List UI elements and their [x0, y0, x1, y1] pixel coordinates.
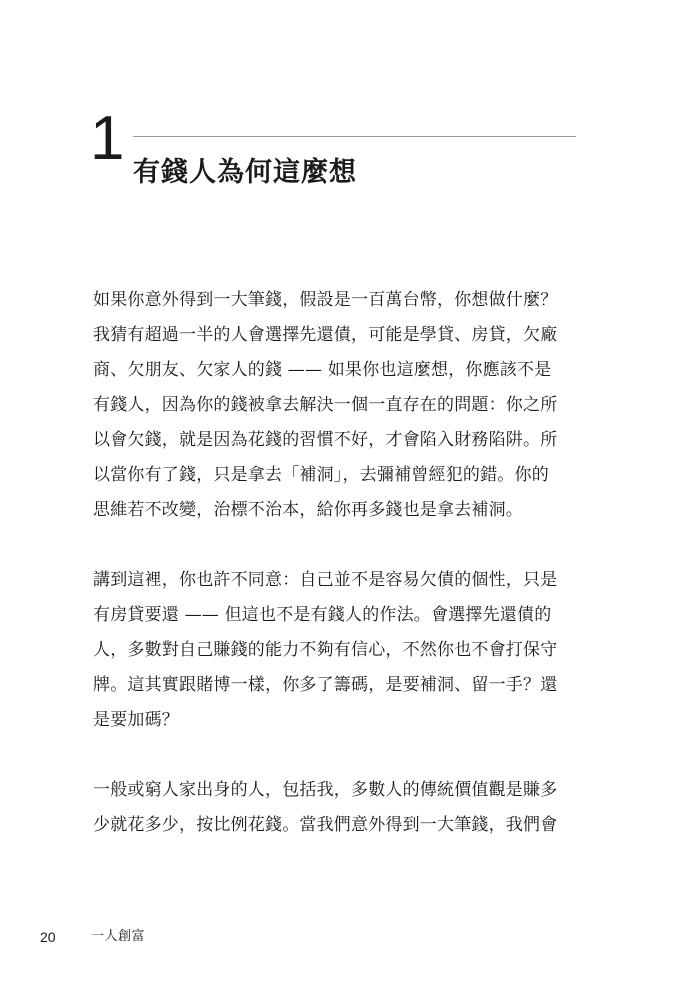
page-number: 20 — [40, 929, 56, 945]
text-line: 我猜有超過一半的人會選擇先還債，可能是學貸、房貸，欠廠 — [93, 325, 558, 345]
paragraph — [93, 283, 583, 528]
text-line: 人，多數對自己賺錢的能力不夠有信心，不然你也不會打保守 — [93, 640, 558, 660]
text-line: 如果你意外得到一大筆錢，假設是一百萬台幣，你想做什麼？ — [93, 290, 558, 310]
body-text — [93, 283, 583, 878]
text-line: 一般或窮人家出身的人，包括我，多數人的傳統價值觀是賺多 — [93, 780, 558, 800]
text-line: 少就花多少，按比例花錢。當我們意外得到一大筆錢，我們會 — [93, 815, 558, 835]
text-line: 有錢人，因為你的錢被拿去解決一個一直存在的問題：你之所 — [93, 395, 558, 415]
text-line: 有房貸要還 —— 但這也不是有錢人的作法。會選擇先還債的 — [93, 605, 552, 625]
paragraph — [93, 773, 583, 843]
chapter-title: 有錢人為何這麼想 — [133, 157, 357, 188]
text-line: 商、欠朋友、欠家人的錢 —— 如果你也這麼想，你應該不是 — [93, 360, 552, 380]
chapter-number: 1 — [90, 104, 125, 173]
text-line: 以當你有了錢，只是拿去「補洞」，去彌補曾經犯的錯。你的 — [93, 465, 549, 485]
text-line: 思維若不改變，治標不治本，給你再多錢也是拿去補洞。 — [93, 500, 523, 520]
text-line: 講到這裡，你也許不同意：自己並不是容易欠債的個性，只是 — [93, 570, 558, 590]
text-line: 以會欠錢，就是因為花錢的習慣不好，才會陷入財務陷阱。所 — [93, 430, 558, 450]
chapter-rule — [133, 136, 576, 137]
paragraph — [93, 563, 583, 738]
text-line: 是要加碼？ — [93, 710, 179, 730]
text-line: 牌。這其實跟賭博一樣，你多了籌碼，是要補洞、留一手？還 — [93, 675, 558, 695]
running-footer-title: 一人創富 — [91, 929, 146, 944]
